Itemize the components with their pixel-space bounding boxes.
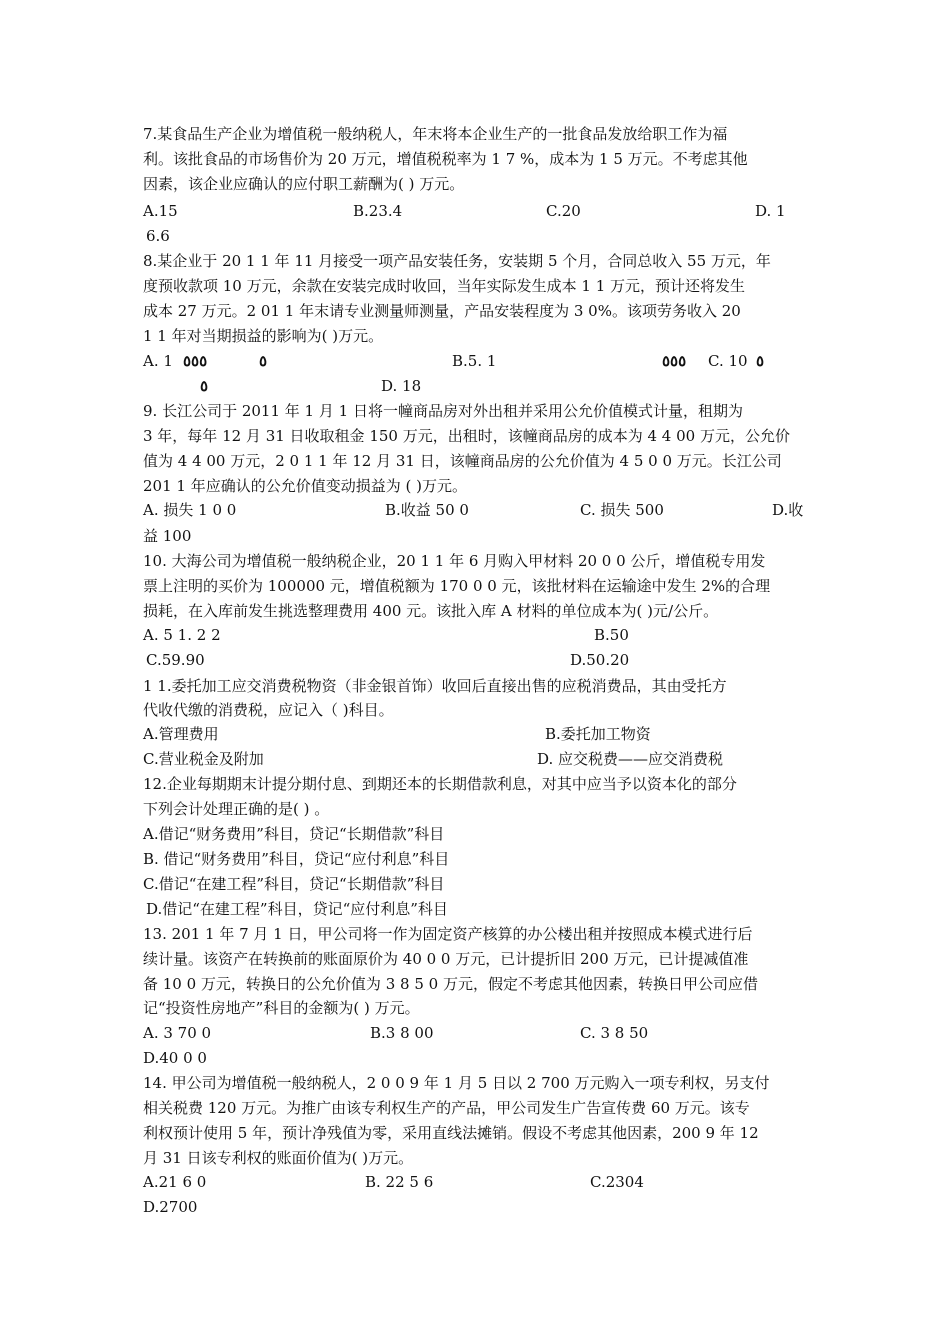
q12-option-a: A.借记“财务费用”科目，贷记“长期借款”科目 <box>143 825 445 843</box>
q9-text-line-2: 3 年，每年 12 月 31 日收取租金 150 万元，出租时，该幢商品房的成本为 4 4 00 万元，公允价 <box>143 427 790 445</box>
q13-text-line-3: 备 10 0 万元，转换日的公允价值为 3 8 5 0 万元，假定不考虑其他因素，转换日甲公司应借 <box>143 975 758 993</box>
q12-text-line-2: 下列会计处理正确的是( ) 。 <box>143 800 330 818</box>
q10-text-line-2: 票上注明的买价为 100000 元，增值税额为 170 0 0 元，该批材料在运输途中发生 2%的合理 <box>143 577 771 595</box>
q8-glyph-5: ٥ <box>200 377 209 395</box>
q14-option-c: C.2304 <box>590 1173 644 1191</box>
q9-option-c: C. 损失 500 <box>580 501 664 519</box>
q10-text-line-3: 损耗，在入库前发生挑选整理费用 400 元。该批入库 A 材料的单位成本为( )元/公斤。 <box>143 602 719 620</box>
q13-option-a: A. 3 70 0 <box>143 1024 212 1042</box>
q13-option-d: D.40 0 0 <box>143 1049 207 1067</box>
q7-option-d-continued: 6.6 <box>146 227 170 245</box>
q13-option-b: B.3 8 00 <box>370 1024 434 1042</box>
q14-text-line-4: 月 31 日该专利权的账面价值为( )万元。 <box>143 1149 414 1167</box>
q14-text-line-3: 利权预计使用 5 年，预计净残值为零，采用直线法摊销。假设不考虑其他因素，200 9 年 12 <box>143 1124 759 1142</box>
q9-option-b: B.收益 50 0 <box>385 501 469 519</box>
q11-option-a: A.管理费用 <box>143 725 219 743</box>
q10-option-c: C.59.90 <box>146 651 205 669</box>
q14-text-line-1: 14. 甲公司为增值税一般纳税人，2 0 0 9 年 1 月 5 日以 2 700 万元购入一项专利权，另支付 <box>143 1074 770 1092</box>
q12-option-c: C.借记“在建工程”科目，贷记“长期借款”科目 <box>143 875 445 893</box>
q11-text-line-1: 1 1.委托加工应交消费税物资（非金银首饰）收回后直接出售的应税消费品，其由受托方 <box>143 677 727 695</box>
q10-option-b: B.50 <box>594 626 629 644</box>
q7-option-a: A.15 <box>143 202 178 220</box>
q10-text-line-1: 10. 大海公司为增值税一般纳税企业，20 1 1 年 6 月购入甲材料 20 0 0 公斤，增值税专用发 <box>143 552 766 570</box>
q7-option-d: D. 1 <box>755 202 786 220</box>
q8-text-line-4: 1 1 年对当期损益的影响为( )万元。 <box>143 327 384 345</box>
q8-option-c: C. 10 <box>708 352 748 370</box>
q9-option-d-continued: 益 100 <box>143 527 192 545</box>
q12-option-b: B. 借记“财务费用”科目，贷记“应付利息”科目 <box>143 850 450 868</box>
q14-option-b: B. 22 5 6 <box>365 1173 434 1191</box>
q11-text-line-2: 代收代缴的消费税，应记入（ )科目。 <box>143 701 394 719</box>
q8-text-line-3: 成本 27 万元。2 01 1 年末请专业测量师测量，产品安装程度为 3 0%。该项劳务收入 20 <box>143 302 741 320</box>
q7-text-line-1: 7.某食品生产企业为增值税一般纳税人，年末将本企业生产的一批食品发放给职工作为福 <box>143 125 728 143</box>
q13-text-line-1: 13. 201 1 年 7 月 1 日，甲公司将一作为固定资产核算的办公楼出租并按照成本模式进行后 <box>143 925 753 943</box>
q7-text-line-2: 利。该批食品的市场售价为 20 万元，增值税税率为 1 7 %，成本为 1 5 万元。不考虑其他 <box>143 150 748 168</box>
q10-option-a: A. 5 1. 2 2 <box>143 626 221 644</box>
q9-text-line-1: 9. 长江公司于 2011 年 1 月 1 日将一幢商品房对外出租并采用公允价值模式计量，租期为 <box>143 402 743 420</box>
q8-option-a: A. 1 <box>143 352 173 370</box>
q11-option-d: D. 应交税费——应交消费税 <box>537 750 724 768</box>
q9-text-line-4: 201 1 年应确认的公允价值变动损益为 ( )万元。 <box>143 477 467 495</box>
q13-text-line-2: 续计量。该资产在转换前的账面原价为 40 0 0 万元，已计提折旧 200 万元，已计提减值准 <box>143 950 749 968</box>
q8-glyph-2: ٥ <box>259 352 268 370</box>
q7-text-line-3: 因素，该企业应确认的应付职工薪酬为( ) 万元。 <box>143 175 465 193</box>
q11-option-b: B.委托加工物资 <box>545 725 651 743</box>
q13-option-c: C. 3 8 50 <box>580 1024 649 1042</box>
q14-option-d: D.2700 <box>143 1198 198 1216</box>
q9-text-line-3: 值为 4 4 00 万元，2 0 1 1 年 12 月 31 日，该幢商品房的公允价值为 4 5 0 0 万元。长江公司 <box>143 452 782 470</box>
q8-glyph-3: ٥٥٥ <box>662 352 687 370</box>
q8-text-line-1: 8.某企业于 20 1 1 年 11 月接受一项产品安装任务，安装期 5 个月，合同总收入 55 万元，年 <box>143 252 771 270</box>
q7-option-b: B.23.4 <box>353 202 403 220</box>
q8-text-line-2: 度预收款项 10 万元，余款在安装完成时收回，当年实际发生成本 1 1 万元，预计还将发生 <box>143 277 746 295</box>
q9-option-d: D.收 <box>772 501 804 519</box>
q12-text-line-1: 12.企业每期期末计提分期付息、到期还本的长期借款利息，对其中应当予以资本化的部分 <box>143 775 737 793</box>
q8-option-b: B.5. 1 <box>452 352 497 370</box>
q8-glyph-1: ٥٥٥ <box>183 352 208 370</box>
q11-option-c: C.营业税金及附加 <box>143 750 264 768</box>
q13-text-line-4: 记“投资性房地产”科目的金额为( ) 万元。 <box>143 999 420 1017</box>
q10-option-d: D.50.20 <box>570 651 630 669</box>
q7-option-c: C.20 <box>546 202 581 220</box>
q8-glyph-4: ٥ <box>756 352 765 370</box>
q14-option-a: A.21 6 0 <box>143 1173 207 1191</box>
q9-option-a: A. 损失 1 0 0 <box>143 501 237 519</box>
q12-option-d: D.借记“在建工程”科目，贷记“应付利息”科目 <box>146 900 448 918</box>
q14-text-line-2: 相关税费 120 万元。为推广由该专利权生产的产品，甲公司发生广告宣传费 60 万元。该专 <box>143 1099 750 1117</box>
q8-option-d: D. 18 <box>381 377 422 395</box>
